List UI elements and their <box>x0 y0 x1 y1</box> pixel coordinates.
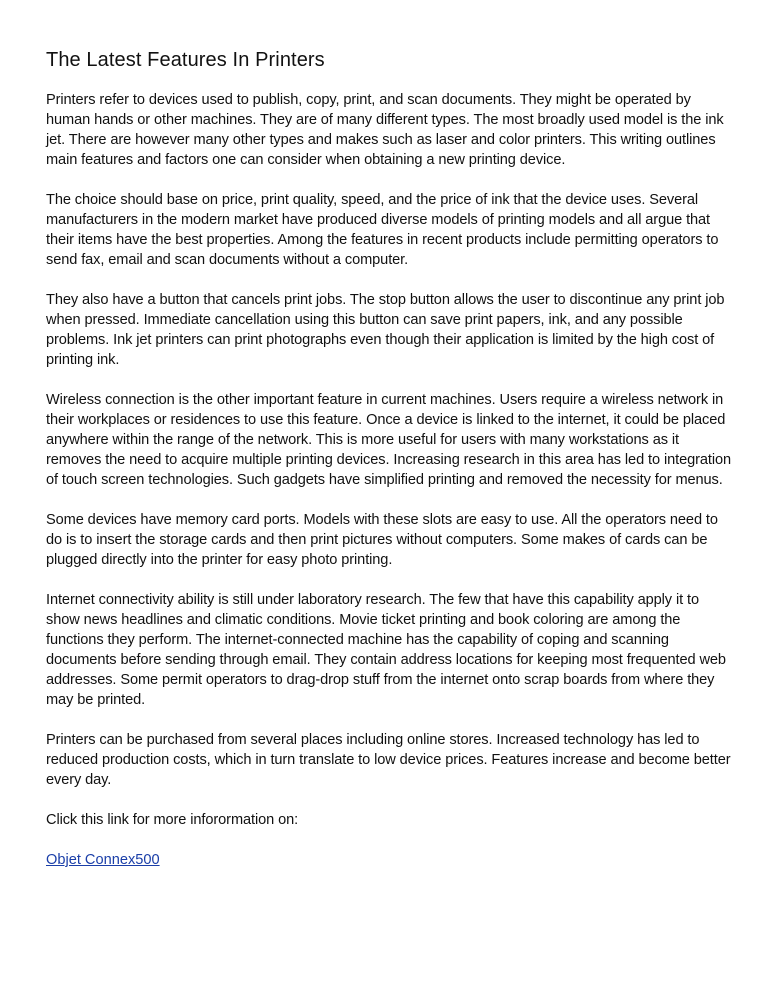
paragraph-internet: Internet connectivity ability is still under laboratory research. The few that have this capability apply it to show news headlines and climatic conditions. Movie ticket printing and book coloring are among the functions they perform. The internet-connected machine has the capability of coping and scanning documents before sending through email. They contain address locations for keeping most frequented web addresses. Some permit operators to drag-drop stuff from the internet onto scrap boards from where they may be printed. <box>46 592 726 708</box>
document-page <box>46 48 736 870</box>
paragraph-cancel-button: They also have a button that cancels print jobs. The stop button allows the user to discontinue any print job when pressed. Immediate cancellation using this button can save print papers, ink, and any possible problems. Ink jet printers can print photographs even though their application is limited by the high cost of printing ink. <box>46 292 725 368</box>
paragraph-purchase: Printers can be purchased from several places including online stores. Increased technology has led to reduced production costs, which in turn translate to low device prices. Features increase and become better every day. <box>46 732 731 788</box>
cta-text: Click this link for more inforormation on: <box>46 812 299 828</box>
paragraph-intro: Printers refer to devices used to publish, copy, print, and scan documents. They might be operated by human hands or other machines. They are of many different types. The most broadly used model is the ink jet. There are however many other types and makes such as laser and color printers. This writing outlines main features and factors one can consider when obtaining a new printing device. <box>46 92 724 168</box>
paragraph-choice: The choice should base on price, print quality, speed, and the price of ink that the device uses. Several manufacturers in the modern market have produced diverse models of printing models and all argue that their items have the best properties. Among the features in recent products include permitting operators to send fax, email and scan documents without a computer. <box>46 192 719 268</box>
paragraph-memory-card: Some devices have memory card ports. Models with these slots are easy to use. All the operators need to do is to insert the storage cards and then print pictures without computers. Some makes of cards can be plugged directly into the printer for easy photo printing. <box>46 512 718 568</box>
page-title: The Latest Features In Printers <box>46 49 325 71</box>
paragraph-wireless: Wireless connection is the other important feature in current machines. Users require a wireless network in their workplaces or residences to use this feature. Once a device is linked to the internet, it could be placed anywhere within the range of the network. This is more useful for users with many workstations as it removes the need to acquire multiple printing devices. Increasing research in this area has led to integration of touch screen technologies. Such gadgets have simplified printing and removed the necessity for menus. <box>46 392 732 488</box>
objet-connex500-link[interactable]: Objet Connex500 <box>46 852 160 868</box>
